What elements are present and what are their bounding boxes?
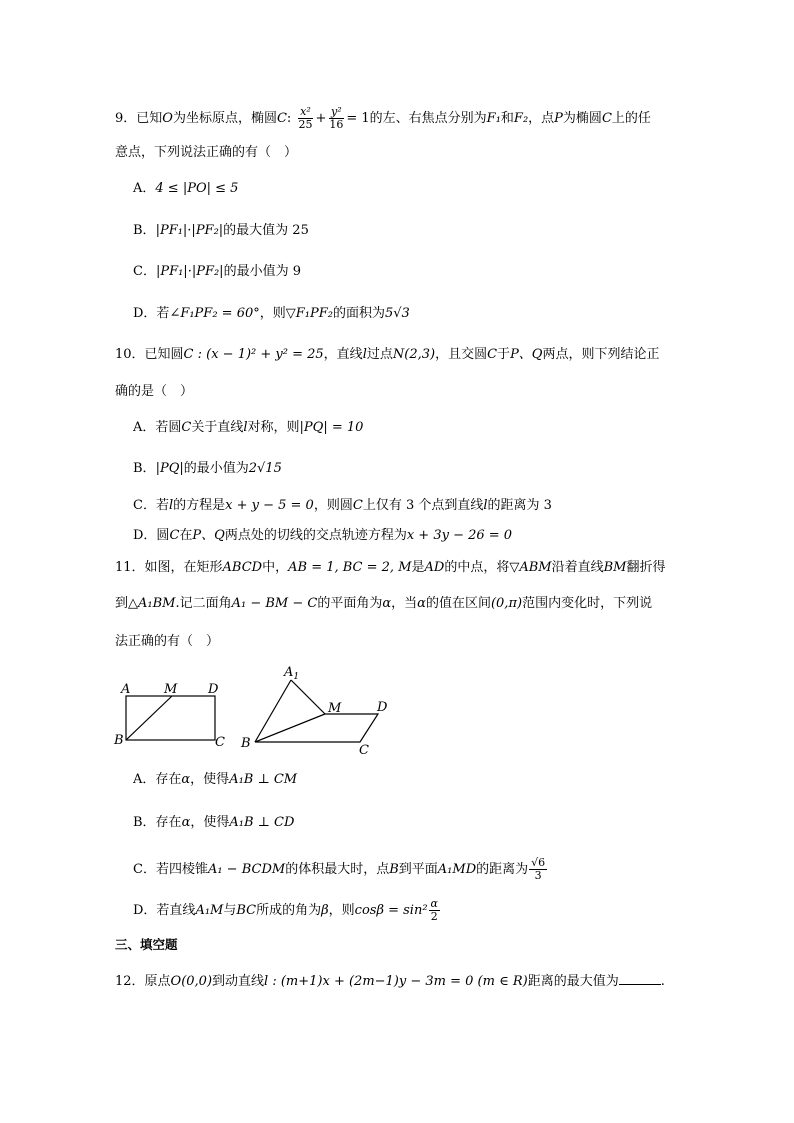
q11-option-b[interactable]: B．存在α，使得A₁B ⊥ CD [133, 815, 295, 830]
q10-option-d[interactable]: D．圆C在P、Q两点处的切线的交点轨迹方程为x + 3y − 26 = 0 [133, 528, 513, 543]
q11-option-d[interactable]: D．若直线A₁M与BC所成的角为β，则cosβ = sin² $\frac{\alpha}{2}$ [133, 897, 438, 923]
q10-option-c[interactable]: C．若l的方程是x + y − 5 = 0，则圆C上仅有 3 个点到直线l的距离为 3 [133, 498, 552, 513]
label-d2: D [377, 700, 388, 715]
segment-b-m-folded [255, 714, 325, 742]
fraction-y2-16: $\frac{\text{y²}}{16}$ [329, 105, 344, 131]
label-a: A [121, 682, 131, 697]
q9-option-a[interactable]: A．4 ≤ |PO| ≤ 5 [133, 181, 239, 196]
q10-option-a[interactable]: A．若圆C关于直线l对称，则|PQ| = 10 [133, 420, 364, 435]
q9-option-d[interactable]: D．若∠F₁PF₂ = 60°，则▽F₁PF₂的面积为5√3 [133, 306, 410, 321]
segment-bm [126, 696, 172, 740]
parallelogram-bcdm [255, 714, 378, 742]
q12-line: 12．原点O(0,0)到动直线l : (m+1)x + (2m−1)y − 3m = 0 (m ∈ R)距离的最大值为 . [115, 974, 665, 989]
q10-line2: 确的是（ ） [115, 384, 194, 399]
label-b2: B [241, 736, 251, 751]
label-c2: C [359, 743, 369, 758]
q11-line2: 到△A₁BM.记二面角A₁ − BM − C的平面角为α，当α的值在区间(0,π)范围内变化时，下列说 [115, 596, 653, 611]
q11-line3: 法正确的有（ ） [115, 634, 220, 649]
section-title-fill-in: 三、填空题 [115, 937, 178, 952]
q10-option-b[interactable]: B．|PQ|的最小值为2√15 [133, 461, 282, 476]
label-m: M [164, 682, 178, 697]
segment-a1-b [255, 680, 291, 742]
label-b: B [114, 733, 124, 748]
label-c: C [215, 735, 225, 750]
q11-option-c[interactable]: C．若四棱锥A₁ − BCDM的体积最大时，点B到平面A₁MD的距离为 $\frac{√6}{3}$ [133, 856, 546, 882]
fraction-alpha-2: $\frac{\alpha}{2}$ [430, 897, 438, 923]
q11-line1: 11．如图，在矩形ABCD中，AB = 1, BC = 2, M是AD的中点，将▽ABM沿着直线BM翻折得 [115, 560, 666, 575]
q10-line1: 10．已知圆C : (x − 1)² + y² = 25，直线l过点N(2,3)，且交圆C于P、Q两点，则下列结论正 [115, 347, 660, 362]
q9-option-c[interactable]: C．|PF₁|·|PF₂|的最小值为 9 [133, 264, 301, 279]
segment-a1-m [291, 680, 325, 714]
label-m2: M [328, 701, 342, 716]
answer-blank[interactable] [619, 972, 661, 985]
rectangle-abcd [126, 696, 215, 740]
label-a1: $A_1$ [284, 665, 300, 682]
fraction-sqrt6-3: $\frac{√6}{3}$ [531, 856, 546, 882]
q9-option-b[interactable]: B．|PF₁|·|PF₂|的最大值为 25 [133, 223, 309, 238]
q9-line2: 意点，下列说法正确的有（ ） [115, 145, 298, 160]
label-d: D [208, 682, 219, 697]
fraction-x2-25: $\frac{\text{x²}}{25}$ [298, 105, 313, 131]
q9-line1: 9．已知O为坐标原点，椭圆C: $\frac{\text{x²}}{25}$ + $\frac{\text{y²}}{16}$ = 1的左、右焦点分别为F₁和F₂，点P为椭圆C上的任 [115, 105, 651, 131]
q11-option-a[interactable]: A．存在α，使得A₁B ⊥ CM [133, 772, 298, 787]
q11-figure [110, 660, 410, 760]
